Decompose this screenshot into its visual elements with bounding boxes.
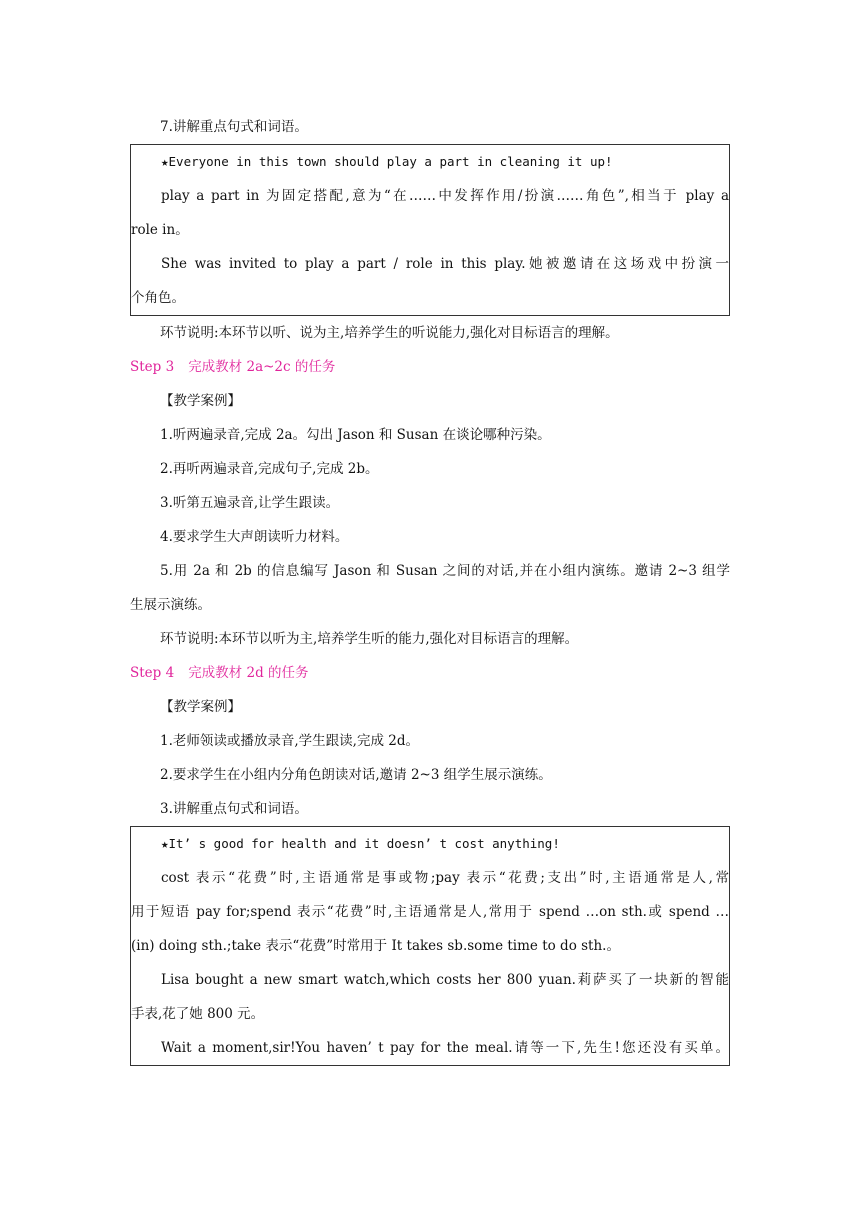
section-note: 环节说明:本环节以听为主,培养学生听的能力,强化对目标语言的理解。	[160, 631, 579, 647]
step-4-heading	[130, 656, 730, 690]
case-heading: 【教学案例】	[160, 393, 241, 409]
list-item: 1.听两遍录音,完成 2a。勾出 Jason 和 Susan 在谈论哪种污染。	[160, 427, 551, 443]
step-3-heading	[130, 350, 730, 384]
step-title: 完成教材 2d 的任务	[188, 665, 309, 681]
list-item: 2.再听两遍录音,完成句子,完成 2b。	[160, 461, 379, 477]
example-sentence: 手表,花了她 800 元。	[131, 1006, 265, 1022]
key-sentence-box-2	[130, 826, 730, 1066]
list-item: 3.讲解重点句式和词语。	[160, 801, 308, 817]
explanation-line: 用于短语 pay for;spend 表示“花费”时,主语通常是人,常用于 spend …on sth.或 spend …	[131, 904, 729, 920]
list-item: 2.要求学生在小组内分角色朗读对话,邀请 2~3 组学生展示演练。	[160, 767, 552, 783]
explanation-line: cost 表示“花费”时,主语通常是事或物;pay 表示“花费;支出”时,主语通常是人,常	[161, 870, 729, 886]
section-note: 环节说明:本环节以听、说为主,培养学生的听说能力,强化对目标语言的理解。	[160, 325, 619, 341]
list-item: 5.用 2a 和 2b 的信息编写 Jason 和 Susan 之间的对话,并在小组内演练。邀请 2~3 组学	[160, 563, 730, 579]
item-7: 7.讲解重点句式和词语。	[160, 119, 308, 135]
case-heading: 【教学案例】	[160, 699, 241, 715]
example-sentence: Wait a moment,sir!You haven’ t pay for the meal.请等一下,先生!您还没有买单。	[161, 1040, 729, 1056]
list-item: 3.听第五遍录音,让学生跟读。	[160, 495, 340, 511]
list-item: 1.老师领读或播放录音,学生跟读,完成 2d。	[160, 733, 419, 749]
explanation-line: role in。	[131, 222, 189, 238]
document-page	[130, 110, 730, 1066]
explanation-line: (in) doing sth.;take 表示“花费”时常用于 It takes sb.some time to do sth.。	[131, 938, 620, 954]
step-label: Step 4	[130, 665, 175, 681]
key-sentence-box-1	[130, 144, 730, 316]
example-sentence: She was invited to play a part / role in this play.她被邀请在这场戏中扮演一	[161, 256, 729, 272]
key-sentence: ★Everyone in this town should play a part in cleaning it up!	[161, 154, 613, 169]
example-sentence: 个角色。	[131, 290, 185, 306]
list-item: 4.要求学生大声朗读听力材料。	[160, 529, 349, 545]
explanation-line: play a part in 为固定搭配,意为“在……中发挥作用/扮演……角色”,相当于 play a	[161, 188, 729, 204]
example-sentence: Lisa bought a new smart watch,which costs her 800 yuan.莉萨买了一块新的智能	[161, 972, 729, 988]
step-label: Step 3	[130, 359, 175, 375]
list-item-continued: 生展示演练。	[130, 597, 211, 613]
key-sentence: ★It’ s good for health and it doesn’ t cost anything!	[161, 836, 560, 851]
step-title: 完成教材 2a~2c 的任务	[188, 359, 336, 375]
